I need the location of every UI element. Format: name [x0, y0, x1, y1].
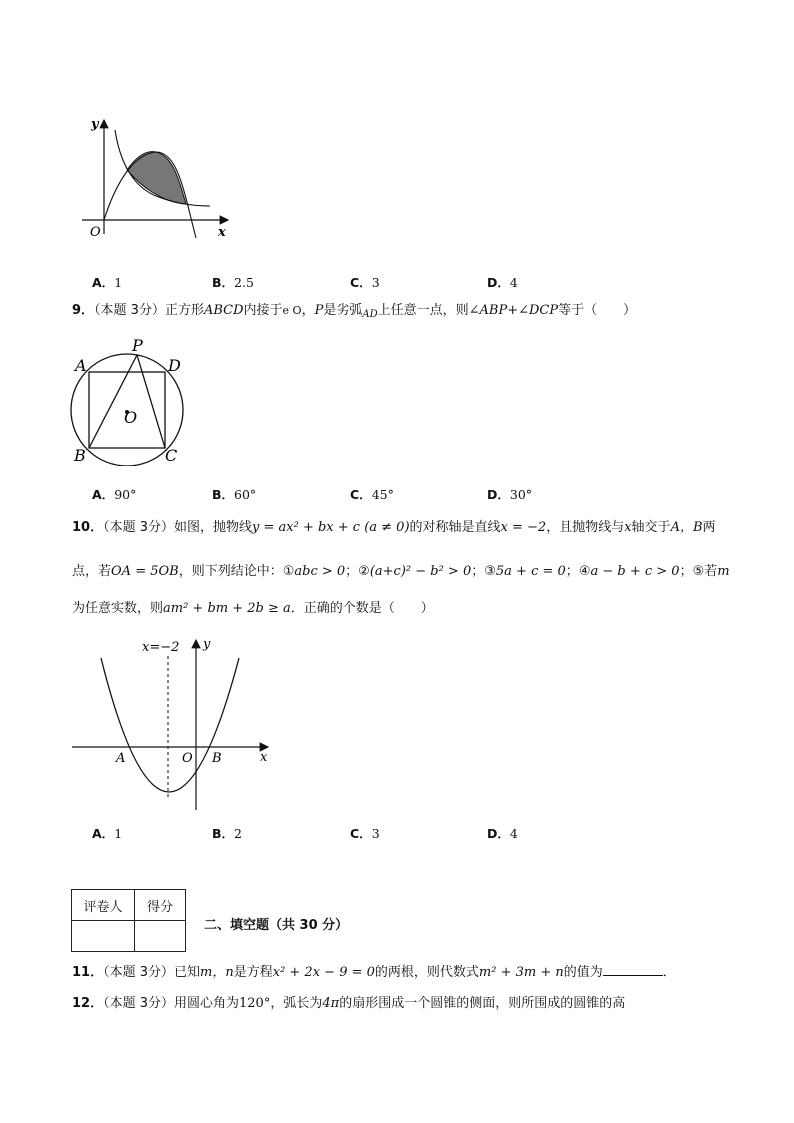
label-c: C — [165, 446, 178, 465]
q8-option-b[interactable]: B．2.5 — [212, 275, 254, 290]
q8-option-d[interactable]: D．4 — [487, 275, 518, 290]
q9-option-b[interactable]: B．60° — [212, 487, 257, 502]
score-table — [71, 889, 186, 952]
q10-option-b[interactable]: B．2 — [212, 826, 242, 841]
q9-option-a[interactable]: A．90° — [92, 487, 137, 502]
q9-option-c[interactable]: C．45° — [350, 487, 394, 502]
section-title: 二、填空题（共 30 分） — [204, 918, 349, 933]
q11-stem: 11．（本题 3分）已知m，n是方程x² + 2x − 9 = 0的两根，则代数式m² + 3m + n的值为 ． — [72, 965, 676, 980]
q10-option-d[interactable]: D．4 — [487, 826, 518, 841]
q10-options — [92, 824, 612, 840]
q8-graph — [76, 112, 240, 242]
q12-stem: 12．（本题 3分）用圆心角为120°，弧长为4π的扇形围成一个圆锥的侧面，则所围成的圆锥的高 — [72, 996, 626, 1011]
q8-options — [92, 273, 612, 289]
score-cell[interactable] — [135, 921, 186, 952]
line-pc — [137, 355, 165, 448]
label-o: O — [182, 751, 193, 766]
label-b: B — [212, 751, 222, 766]
score-header: 得分 — [135, 890, 186, 921]
origin-label: O — [90, 225, 101, 240]
axis-label: x=−2 — [142, 640, 180, 655]
x-label: x — [218, 225, 226, 240]
label-o: O — [124, 408, 138, 427]
label-p: P — [132, 336, 143, 355]
parabola-curve — [101, 658, 239, 792]
grader-header: 评卷人 — [72, 890, 135, 921]
line-bp — [89, 355, 137, 448]
q10-stem-line1: 10．（本题 3分）如图，抛物线y = ax² + bx + c (a ≠ 0)的对称轴是直线x = −2，且抛物线与x轴交于A，B两 — [72, 520, 716, 535]
q9-option-d[interactable]: D．30° — [487, 487, 533, 502]
y-label: y — [91, 117, 99, 132]
grader-cell[interactable] — [72, 921, 135, 952]
q10-option-a[interactable]: A．1 — [92, 826, 123, 841]
q10-parabola-graph — [70, 634, 280, 814]
label-a: A — [75, 356, 87, 375]
q9-stem: 9．（本题 3分）正方形ABCD内接于e O，P是劣弧$_{AD}$上任意一点，则∠ABP+∠DCP等于（ ） — [72, 303, 637, 320]
q10-option-c[interactable]: C．3 — [350, 826, 380, 841]
answer-blank[interactable] — [603, 963, 663, 976]
x-label: x — [260, 750, 268, 765]
y-label: y — [203, 637, 211, 652]
label-a: A — [116, 751, 126, 766]
q9-options — [92, 485, 612, 501]
q8-option-c[interactable]: C．3 — [350, 275, 380, 290]
q9-circle-figure — [70, 336, 190, 466]
label-b: B — [74, 446, 86, 465]
q8-option-a[interactable]: A．1 — [92, 275, 123, 290]
label-d: D — [168, 356, 181, 375]
q10-stem-line3: 为任意实数，则am² + bm + 2b ≥ a．正确的个数是（ ） — [72, 601, 434, 616]
q10-stem-line2: 点，若OA = 5OB，则下列结论中：①abc > 0；②(a+c)² − b² > 0；③5a + c = 0；④a − b + c > 0；⑤若m — [72, 564, 730, 579]
